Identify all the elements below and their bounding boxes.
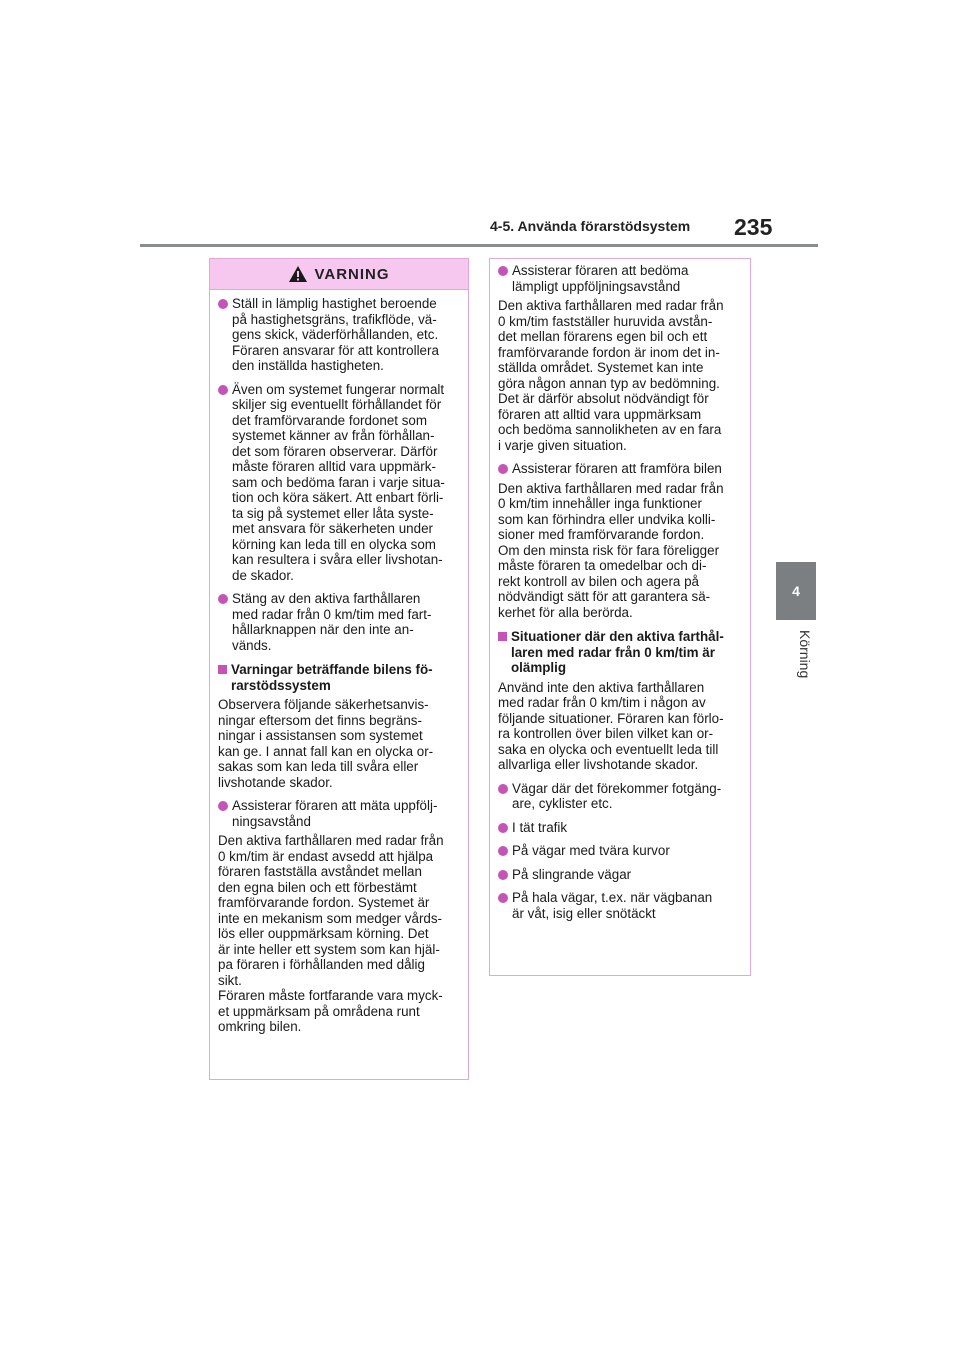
bullet-dot-icon bbox=[218, 594, 228, 604]
subheading-text: Varningar beträffande bilens fö- rarstödssystem bbox=[231, 662, 433, 693]
page-number: 235 bbox=[734, 214, 773, 240]
bullet-item bbox=[218, 591, 460, 653]
bullet-text: Assisterar föraren att mäta uppfölj- ningsavstånd bbox=[232, 798, 438, 829]
warning-header bbox=[210, 259, 468, 290]
bullet-item bbox=[218, 382, 460, 584]
warning-title: VARNING bbox=[314, 265, 390, 283]
paragraph: Den aktiva farthållaren med radar från 0 km/tim fastställer huruvida avstån- det mellan förarens egen bil och ett framförvarande fordon är inom det in- ställda området. Systemet kan inte göra någon annan typ av bedömning. Det är därför absolut nödvändigt för föraren att alltid vara uppmärksam och bedöma sannolikheten av en fara i varje given situation. bbox=[498, 298, 724, 453]
subheading-text: Situationer där den aktiva farthål- laren med radar från 0 km/tim är olämplig bbox=[511, 629, 724, 675]
bullet-item bbox=[218, 296, 460, 374]
bullet-item bbox=[498, 843, 742, 859]
bullet-text: Ställ in lämplig hastighet beroende på hastighetsgräns, trafikflöde, vä- gens skick, väderförhållanden, etc. Föraren ansvarar för att kontrollera den inställda hastigheten. bbox=[232, 296, 439, 373]
bullet-text: I tät trafik bbox=[512, 819, 568, 835]
subheading bbox=[498, 629, 742, 676]
bullet-dot-icon bbox=[498, 823, 508, 833]
bullet-text: Stäng av den aktiva farthållaren med radar från 0 km/tim med fart- hållarknappen när den inte an- vänds. bbox=[232, 591, 432, 653]
bullet-text: Även om systemet fungerar normalt skiljer sig eventuellt förhållandet för det framförvarande fordonet som systemet känner av från förhållan- det som föraren observerar. Därför måste föraren alltid vara uppmärk- sam och bedöma faran i varje situa- tion och köra säkert. Att enbart förli- ta sig på systemet eller låta syste- met ansvara för säkerheten under körning kan leda till en olycka som kan resultera i svåra eller livshotan- de skador. bbox=[232, 381, 445, 583]
bullet-dot-icon bbox=[218, 299, 228, 309]
bullet-text: På vägar med tvära kurvor bbox=[512, 843, 670, 858]
warning-box-left bbox=[209, 258, 469, 1080]
chapter-tab: 4 bbox=[776, 562, 816, 620]
paragraph: Observera följande säkerhetsanvis- ningar eftersom det finns begräns- ningar i assistansen som systemet kan ge. I annat fall kan en olycka or- sakas som kan leda till svåra eller livshotande skador. bbox=[218, 697, 434, 790]
bullet-item bbox=[498, 890, 742, 921]
bullet-item bbox=[498, 461, 742, 477]
square-bullet-icon bbox=[218, 665, 227, 674]
bullet-item bbox=[498, 820, 742, 836]
bullet-item bbox=[498, 867, 742, 883]
bullet-dot-icon bbox=[498, 870, 508, 880]
subheading bbox=[218, 662, 460, 693]
bullet-dot-icon bbox=[218, 385, 228, 395]
bullet-text: Assisterar föraren att framföra bilen bbox=[512, 461, 722, 476]
header-divider bbox=[140, 244, 818, 247]
warning-box-right bbox=[489, 258, 751, 976]
bullet-dot-icon bbox=[498, 464, 508, 474]
bullet-dot-icon bbox=[498, 893, 508, 903]
bullet-dot-icon bbox=[498, 266, 508, 276]
bullet-item bbox=[498, 781, 742, 812]
bullet-text: På hala vägar, t.ex. när vägbanan är våt, isig eller snötäckt bbox=[512, 890, 713, 921]
chapter-label: Körning bbox=[797, 630, 813, 679]
warning-triangle-icon bbox=[288, 265, 308, 283]
bullet-dot-icon bbox=[498, 846, 508, 856]
paragraph: Den aktiva farthållaren med radar från 0 km/tim är endast avsedd att hjälpa föraren fastställa avståndet mellan den egna bilen och ett förbestämt framförvarande fordon. Systemet är inte en mekanism som medger vårds- lös eller ouppmärksam körning. Det är inte heller ett system som kan hjäl- pa föraren i förhållanden med dålig sikt. Föraren måste fortfarande vara myck- et uppmärksam på områdena runt omkring bilen. bbox=[218, 833, 444, 1034]
bullet-dot-icon bbox=[218, 801, 228, 811]
bullet-text: Assisterar föraren att bedöma lämpligt uppföljningsavstånd bbox=[512, 263, 689, 294]
paragraph: Den aktiva farthållaren med radar från 0 km/tim innehåller inga funktioner som kan förhindra eller undvika kolli- sioner med framförvarande fordon. Om den minsta risk för fara föreligger måste föraren ta omedelbar och di- rekt kontroll av bilen och agera på nödvändigt sätt för att garantera sä- kerhet för alla berörda. bbox=[498, 480, 724, 620]
header-section-title: 4-5. Använda förarstödsystem bbox=[490, 218, 691, 234]
paragraph: Använd inte den aktiva farthållaren med radar från 0 km/tim i någon av följande situationer. Föraren kan förlo- ra kontrollen över bilen vilket kan or- saka en olycka och eventuellt leda till allvarliga eller livshotande skador. bbox=[498, 679, 724, 772]
bullet-text: På slingrande vägar bbox=[512, 866, 632, 882]
bullet-item bbox=[218, 798, 460, 829]
square-bullet-icon bbox=[498, 632, 507, 641]
bullet-dot-icon bbox=[498, 784, 508, 794]
bullet-text: Vägar där det förekommer fotgäng- are, cyklister etc. bbox=[512, 780, 722, 811]
bullet-item bbox=[498, 263, 742, 294]
